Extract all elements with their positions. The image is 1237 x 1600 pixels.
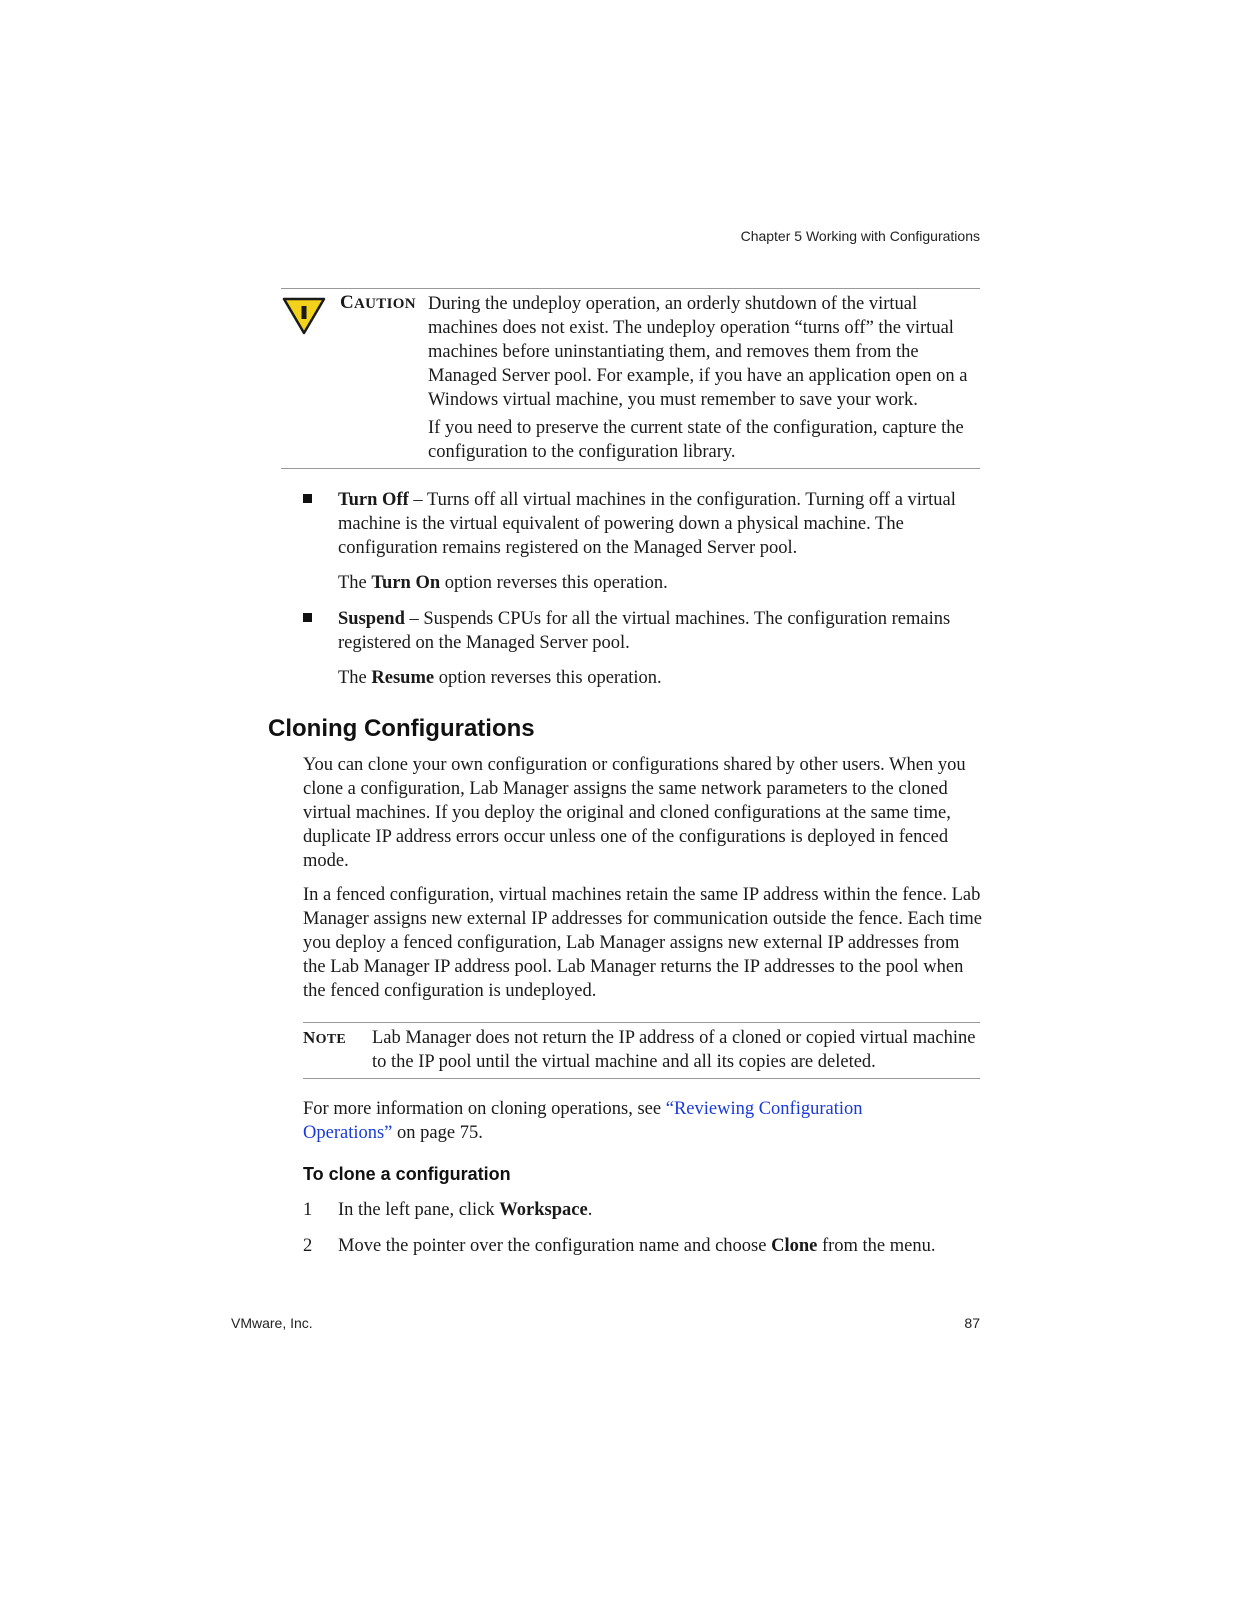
note-label: NOTE [303, 1028, 347, 1047]
caution-paragraph-1: During the undeploy operation, an orderly shutdown of the virtual machines does not exist. The undeploy operation “turns off” the virtual machines before uninstantiating them, and removes them from the Managed Server pool. For example, if you have an application open on a Windows virtual machine, you must remember to save your work. [428, 294, 968, 410]
running-header: Chapter 5 Working with Configurations [740, 228, 980, 244]
step-number: 2 [303, 1236, 313, 1256]
square-bullet-icon [303, 613, 312, 622]
procedure-title: To clone a configuration [303, 1164, 511, 1184]
caution-label: CAUTION [340, 292, 416, 313]
footer-page-number: 87 [964, 1315, 980, 1331]
caution-triangle-icon [282, 296, 326, 336]
bullet-suspend-followup: The Resume option reverses this operation. [338, 668, 662, 688]
step-text: In the left pane, click Workspace. [338, 1200, 593, 1220]
bullet-suspend: Suspend – Suspends CPUs for all the virtual machines. The configuration remains registered on the Managed Server pool. [338, 609, 951, 653]
footer-company: VMware, Inc. [231, 1315, 313, 1331]
section-paragraph-2: In a fenced configuration, virtual machines retain the same IP address within the fence. Lab Manager assigns new external IP addresses for communication outside the fence. Each time you deploy a fenced configuration, Lab Manager assigns new external IP addresses from the Lab Manager IP address pool. Lab Manager returns the IP addresses to the pool when the fenced configuration is undeployed. [303, 885, 982, 1001]
section-paragraph-1: You can clone your own configuration or configurations shared by other users. When you clone a configuration, Lab Manager assigns the same network parameters to the cloned virtual machines. If you deploy the original and cloned configurations at the same time, duplicate IP address errors occur unless one of the configurations is deployed in fenced mode. [303, 755, 966, 871]
note-bottom-rule [303, 1078, 980, 1079]
note-top-rule [303, 1022, 980, 1023]
section-title: Cloning Configurations [268, 715, 535, 742]
step-text: Move the pointer over the configuration name and choose Clone from the menu. [338, 1236, 936, 1256]
bullet-turn-off-followup: The Turn On option reverses this operation. [338, 573, 668, 593]
step-number: 1 [303, 1200, 313, 1220]
caution-bottom-rule [281, 468, 980, 469]
caution-paragraph-2: If you need to preserve the current state of the configuration, capture the configuration to the configuration library. [428, 418, 964, 462]
cross-reference-link[interactable]: “Reviewing Configuration Operations” [303, 1099, 863, 1143]
more-info-paragraph: For more information on cloning operations, see “Reviewing Configuration Operations” on page 75. [303, 1099, 863, 1143]
bullet-turn-off: Turn Off – Turns off all virtual machines in the configuration. Turning off a virtual machine is the virtual equivalent of powering down a physical machine. The configuration remains registered on the Managed Server pool. [338, 490, 956, 558]
caution-top-rule [281, 288, 980, 289]
note-text: Lab Manager does not return the IP address of a cloned or copied virtual machine to the IP pool until the virtual machine and all its copies are deleted. [372, 1028, 976, 1072]
square-bullet-icon [303, 494, 312, 503]
